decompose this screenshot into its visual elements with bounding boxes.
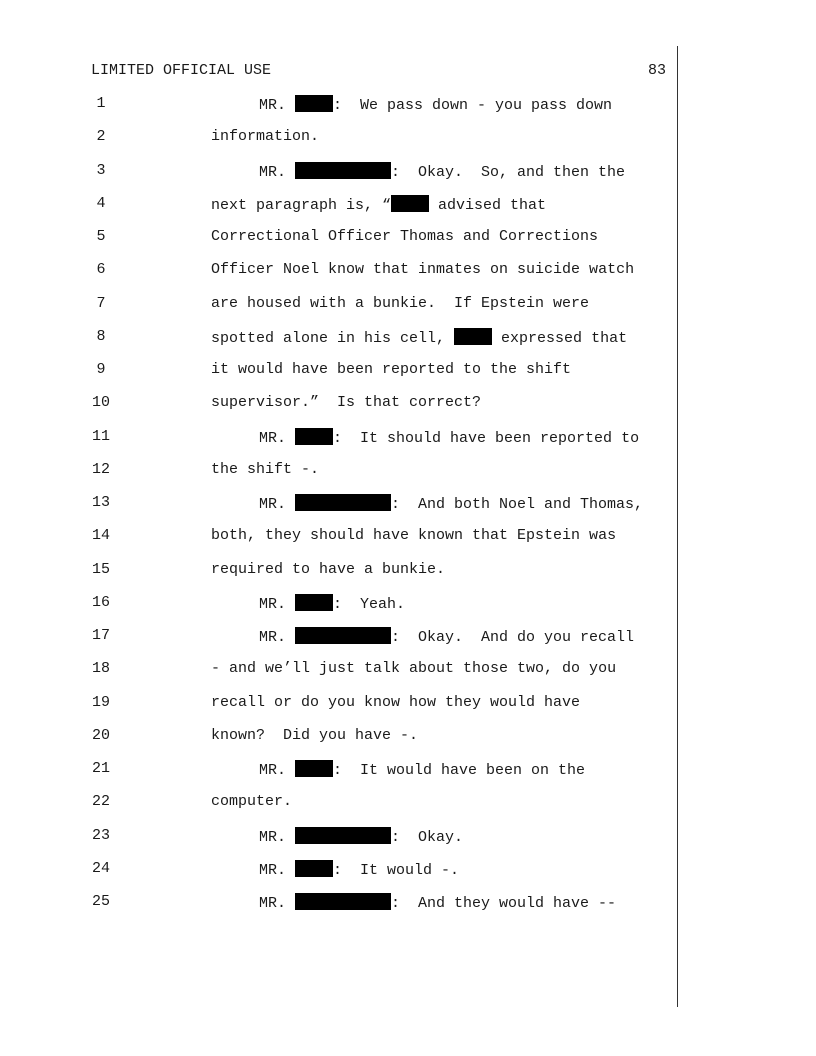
transcript-line: [0, 561, 816, 579]
line-text-segment: : It would -.: [333, 862, 460, 879]
line-text: [211, 660, 616, 678]
redaction-block: [295, 494, 391, 511]
line-text: [259, 893, 616, 913]
line-text-segment: spotted alone in his cell,: [211, 330, 455, 347]
line-text: [211, 461, 319, 479]
line-number: 7: [96, 295, 106, 312]
transcript-line: [0, 827, 816, 845]
line-text-segment: MR.: [259, 629, 296, 646]
line-text-segment: - and we’ll just talk about those two, do you: [211, 660, 617, 677]
transcript-line: [0, 594, 816, 612]
line-text-segment: recall or do you know how they would have: [211, 694, 581, 711]
line-number: 12: [91, 461, 110, 478]
line-text-segment: Officer Noel know that inmates on suicide watch: [211, 261, 635, 278]
line-text-segment: MR.: [259, 895, 296, 912]
redaction-block: [295, 760, 333, 777]
line-number: 19: [91, 694, 110, 711]
line-number: 18: [91, 660, 110, 677]
line-number: 15: [91, 561, 110, 578]
transcript-line: [0, 295, 816, 313]
line-text: [259, 594, 405, 614]
line-text-segment: : It should have been reported to: [333, 430, 640, 447]
line-text-segment: : Okay.: [391, 829, 464, 846]
line-text: [211, 361, 571, 379]
line-number: 13: [91, 494, 110, 511]
line-text: [259, 494, 643, 514]
line-number: 14: [91, 527, 110, 544]
line-text-segment: MR.: [259, 430, 296, 447]
transcript-line: [0, 95, 816, 113]
line-text-segment: the shift -.: [211, 461, 320, 478]
line-text-segment: MR.: [259, 596, 296, 613]
transcript-line: [0, 394, 816, 412]
line-text-segment: both, they should have known that Epstein was: [211, 527, 617, 544]
redaction-block: [295, 860, 333, 877]
line-text-segment: Correctional Officer Thomas and Corrections: [211, 228, 599, 245]
line-text-segment: it would have been reported to the shift: [211, 361, 572, 378]
line-number: 16: [91, 594, 110, 611]
line-text-segment: known? Did you have -.: [211, 727, 419, 744]
transcript-line: [0, 793, 816, 811]
line-text-segment: : It would have been on the: [333, 762, 586, 779]
line-text-segment: expressed that: [492, 330, 628, 347]
line-text-segment: are housed with a bunkie. If Epstein were: [211, 295, 590, 312]
line-text: [259, 860, 459, 880]
line-text: [259, 627, 634, 647]
line-text: [211, 694, 580, 712]
transcript-line: [0, 527, 816, 545]
transcript-line: [0, 461, 816, 479]
line-text: [211, 527, 616, 545]
transcript-line: [0, 128, 816, 146]
line-text: [211, 394, 481, 412]
redaction-block: [295, 594, 333, 611]
line-text: [211, 261, 634, 279]
line-number: 2: [96, 128, 106, 145]
line-number: 6: [96, 261, 106, 278]
line-text-segment: supervisor.” Is that correct?: [211, 394, 482, 411]
line-number: 17: [91, 627, 110, 644]
line-text: [259, 428, 639, 448]
transcript-line: [0, 195, 816, 213]
line-text: [259, 162, 625, 182]
line-text: [259, 760, 585, 780]
line-text: [259, 827, 463, 847]
transcript-line: [0, 494, 816, 512]
transcript-line: [0, 694, 816, 712]
line-number: 4: [96, 195, 106, 212]
page-number: 83: [648, 62, 667, 79]
redaction-block: [391, 195, 429, 212]
transcript-line: [0, 428, 816, 446]
line-text-segment: : We pass down - you pass down: [333, 97, 613, 114]
transcript-line: [0, 162, 816, 180]
redaction-block: [454, 328, 492, 345]
line-number: 21: [91, 760, 110, 777]
redaction-block: [295, 893, 391, 910]
line-number: 24: [91, 860, 110, 877]
line-number: 8: [96, 328, 106, 345]
line-text-segment: : And both Noel and Thomas,: [391, 496, 644, 513]
redaction-block: [295, 428, 333, 445]
transcript-line: [0, 361, 816, 379]
line-text: [211, 328, 627, 348]
line-text: [211, 727, 418, 745]
line-text: [211, 128, 319, 146]
line-text-segment: MR.: [259, 496, 296, 513]
transcript-line: [0, 228, 816, 246]
redaction-block: [295, 627, 391, 644]
line-text-segment: : Okay. And do you recall: [391, 629, 635, 646]
redaction-block: [295, 95, 333, 112]
line-text: [211, 793, 292, 811]
transcript-line: [0, 860, 816, 878]
line-number: 11: [91, 428, 110, 445]
line-number: 1: [96, 95, 106, 112]
redaction-block: [295, 162, 391, 179]
line-text-segment: computer.: [211, 793, 293, 810]
line-text-segment: MR.: [259, 862, 296, 879]
line-text: [211, 228, 598, 246]
line-text-segment: : Okay. So, and then the: [391, 164, 626, 181]
line-number: 10: [91, 394, 110, 411]
transcript-line: [0, 627, 816, 645]
transcript-line: [0, 760, 816, 778]
line-text: [211, 561, 445, 579]
redaction-block: [295, 827, 391, 844]
transcript-line: [0, 660, 816, 678]
line-text-segment: : Yeah.: [333, 596, 406, 613]
line-number: 3: [96, 162, 106, 179]
line-text-segment: advised that: [429, 197, 547, 214]
line-text: [211, 295, 589, 313]
transcript-line: [0, 893, 816, 911]
transcript-line: [0, 261, 816, 279]
line-number: 20: [91, 727, 110, 744]
line-number: 5: [96, 228, 106, 245]
line-text-segment: MR.: [259, 829, 296, 846]
line-text: [211, 195, 546, 215]
line-text: [259, 95, 612, 115]
line-text-segment: MR.: [259, 762, 296, 779]
line-text-segment: : And they would have --: [391, 895, 617, 912]
transcript-line: [0, 328, 816, 346]
line-number: 25: [91, 893, 110, 910]
line-text-segment: MR.: [259, 97, 296, 114]
transcript-line: [0, 727, 816, 745]
line-number: 22: [91, 793, 110, 810]
line-number: 9: [96, 361, 106, 378]
line-text-segment: next paragraph is, “: [211, 197, 392, 214]
classification-header: LIMITED OFFICIAL USE: [91, 62, 272, 79]
line-text-segment: information.: [211, 128, 320, 145]
line-text-segment: MR.: [259, 164, 296, 181]
line-text-segment: required to have a bunkie.: [211, 561, 446, 578]
line-number: 23: [91, 827, 110, 844]
